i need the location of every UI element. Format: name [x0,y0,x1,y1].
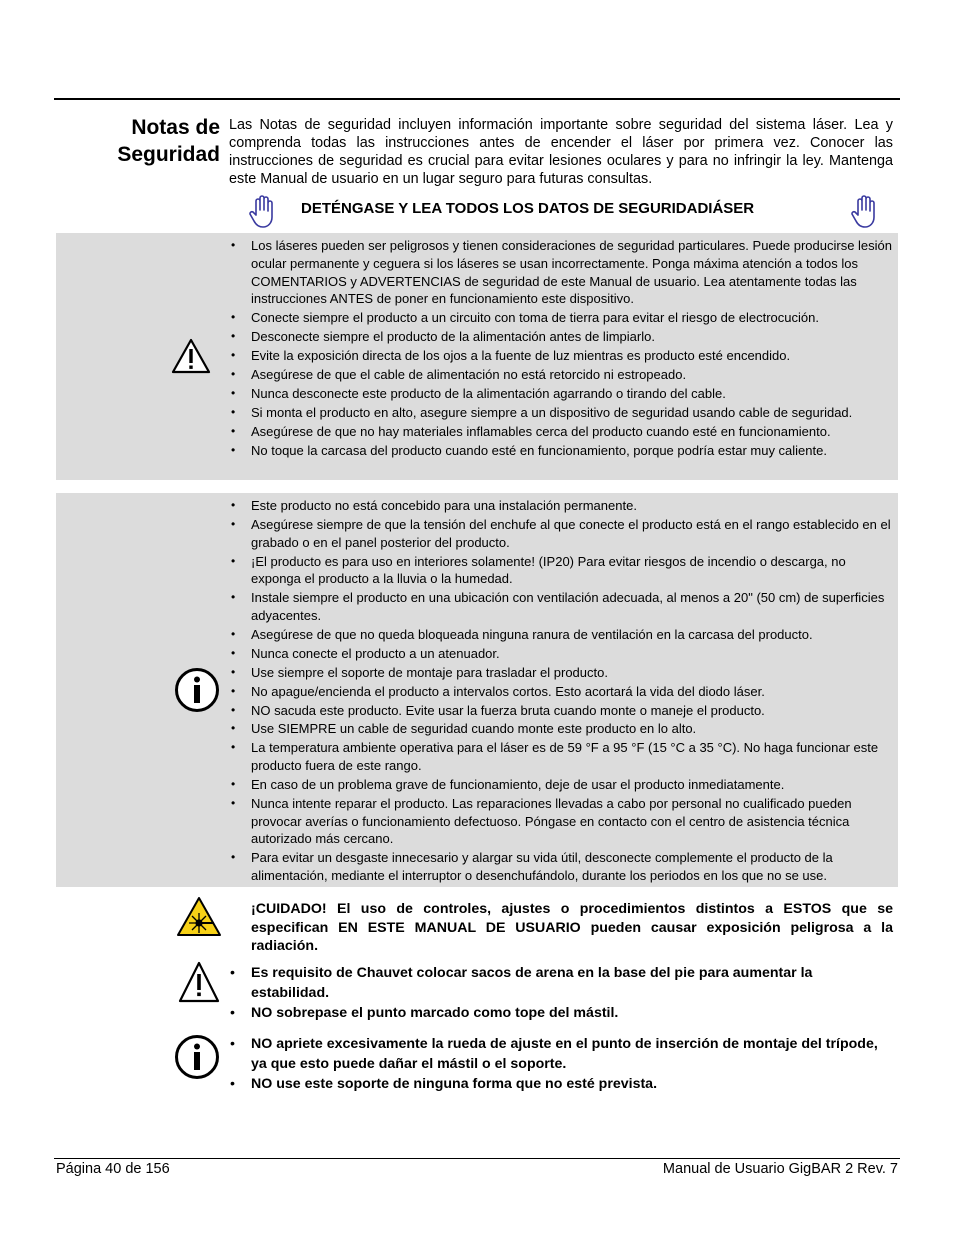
warning-box [56,233,898,480]
page-number: Página 40 de 156 [56,1161,170,1177]
section-title-line1: Notas de [131,116,220,139]
stop-heading-row [229,193,893,233]
list-item: • Asegúrese de que no hay materiales inflamables cerca del producto cuando esté en funcionamiento. [251,423,896,441]
list-item: • Nunca conecte el producto a un atenuador. [251,645,896,663]
list-item: • Use siempre el soporte de montaje para trasladar el producto. [251,664,896,682]
list-item: • Los láseres pueden ser peligrosos y tienen consideraciones de seguridad particulares. Puede producirse lesión ocular permanente y ceguera si los láseres se usan incorrectamente. Ponga máxima atención a todos los COMENTARIOS y ADVERTENCIAS de seguridad de este Manual de usuario. Lea atentamente todas las instrucciones ANTES de poner en funcionamiento este dispositivo. [251,237,896,308]
manual-title: Manual de Usuario GigBAR 2 Rev. 7 [662,1161,898,1177]
list-item: • Asegúrese de que no queda bloqueada ninguna ranura de ventilación en la carcasa del producto. [251,626,896,644]
list-item: • Instale siempre el producto en una ubicación con ventilación adecuada, al menos a 20" (50 cm) de superficies adyacentes. [251,589,896,625]
warning-triangle-icon [170,337,212,380]
list-item: • Si monta el producto en alto, asegure siempre a un dispositivo de seguridad usando cable de seguridad. [251,404,896,422]
stop-hand-icon [249,195,275,234]
list-item: • NO sobrepase el punto marcado como tope del mástil. [251,1003,893,1023]
list-item: • La temperatura ambiente operativa para el láser es de 59 °F a 95 °F (15 °C a 35 °C). No haga funcionar este producto fuera de este rango. [251,739,896,775]
list-item: • No toque la carcasa del producto cuando esté en funcionamiento, porque podría estar muy caliente. [251,442,896,460]
list-item: • Nunca desconecte este producto de la alimentación agarrando o tirando del cable. [251,385,896,403]
list-item: • ¡El producto es para uso en interiores solamente! (IP20) Para evitar riesgos de incendio o descarga, no exponga el producto a la lluvia o la humedad. [251,553,896,589]
list-item: • NO apriete excesivamente la rueda de ajuste en el punto de inserción de montaje del trípode, ya que esto puede dañar el mástil o el soporte. [251,1034,893,1074]
list-item: • Nunca intente reparar el producto. Las reparaciones llevadas a cabo por personal no cualificado pueden provocar averías o funcionamiento defectuoso. Póngase en contacto con el centro de asistencia técnica autorizado más cercano. [251,795,896,848]
info-list [251,497,896,886]
section-title [54,114,220,168]
warning-list [251,237,896,460]
list-item: • Asegúrese de que el cable de alimentación no está retorcido ni estropeado. [251,366,896,384]
list-item: • NO sacuda este producto. Evite usar la fuerza bruta cuando monte o maneje el producto. [251,702,896,720]
list-item: • No apague/encienda el producto a intervalos cortos. Esto acortará la vida del diodo láser. [251,683,896,701]
warning-triangle-icon [177,960,221,1009]
laser-caution-text: ¡CUIDADO! El uso de controles, ajustes o procedimientos distintos a ESTOS que se especifican EN ESTE MANUAL DE USUARIO pueden causar exposición peligrosa a la radiación. [251,901,893,954]
list-item: • Evite la exposición directa de los ojos a la fuente de luz mientras es producto esté encendido. [251,347,896,365]
list-item: • En caso de un problema grave de funcionamiento, deje de usar el producto inmediatamente. [251,776,896,794]
list-item: • Use SIEMPRE un cable de seguridad cuando monte este producto en lo alto. [251,720,896,738]
stand-info-list [251,1034,893,1094]
info-box [56,493,898,887]
list-item: • NO use este soporte de ninguna forma que no esté prevista. [251,1074,893,1094]
section-title-line2: Seguridad [117,143,220,166]
intro-paragraph: Las Notas de seguridad incluyen información importante sobre seguridad del sistema láser. Lea y comprenda todas las instrucciones antes de encender el láser por primera vez. Conocer las instrucciones de seguridad es crucial para evitar lesiones oculares y para no infringir la ley. Mantenga este Manual de usuario en un lugar seguro para futuras consultas. [229,117,893,187]
stand-warning-list [251,963,893,1023]
list-item: • Es requisito de Chauvet colocar sacos de arena en la base del pie para aumentar la estabilidad. [251,963,893,1003]
info-circle-icon [174,667,220,718]
list-item: • Asegúrese siempre de que la tensión del enchufe al que conecte el producto está en el rango establecido en el grabado o en el panel posterior del producto. [251,516,896,552]
info-circle-icon [174,1034,220,1085]
stop-heading: DETÉNGASE Y LEA TODOS LOS DATOS DE SEGURIDADIÁSER [301,200,755,217]
list-item: • Para evitar un desgaste innecesario y alargar su vida útil, desconecte complemente el producto de la alimentación, mediante el interruptor o desenchufándolo, durante los periodos en los que no se use. [251,849,896,885]
list-item: • Desconecte siempre el producto de la alimentación antes de limpiarlo. [251,328,896,346]
laser-hazard-icon [176,896,222,943]
list-item: • Este producto no está concebido para una instalación permanente. [251,497,896,515]
top-rule [54,98,900,100]
stop-hand-icon [851,195,877,234]
list-item: • Conecte siempre el producto a un circuito con toma de tierra para evitar el riesgo de electrocución. [251,309,896,327]
footer-rule [54,1158,900,1159]
